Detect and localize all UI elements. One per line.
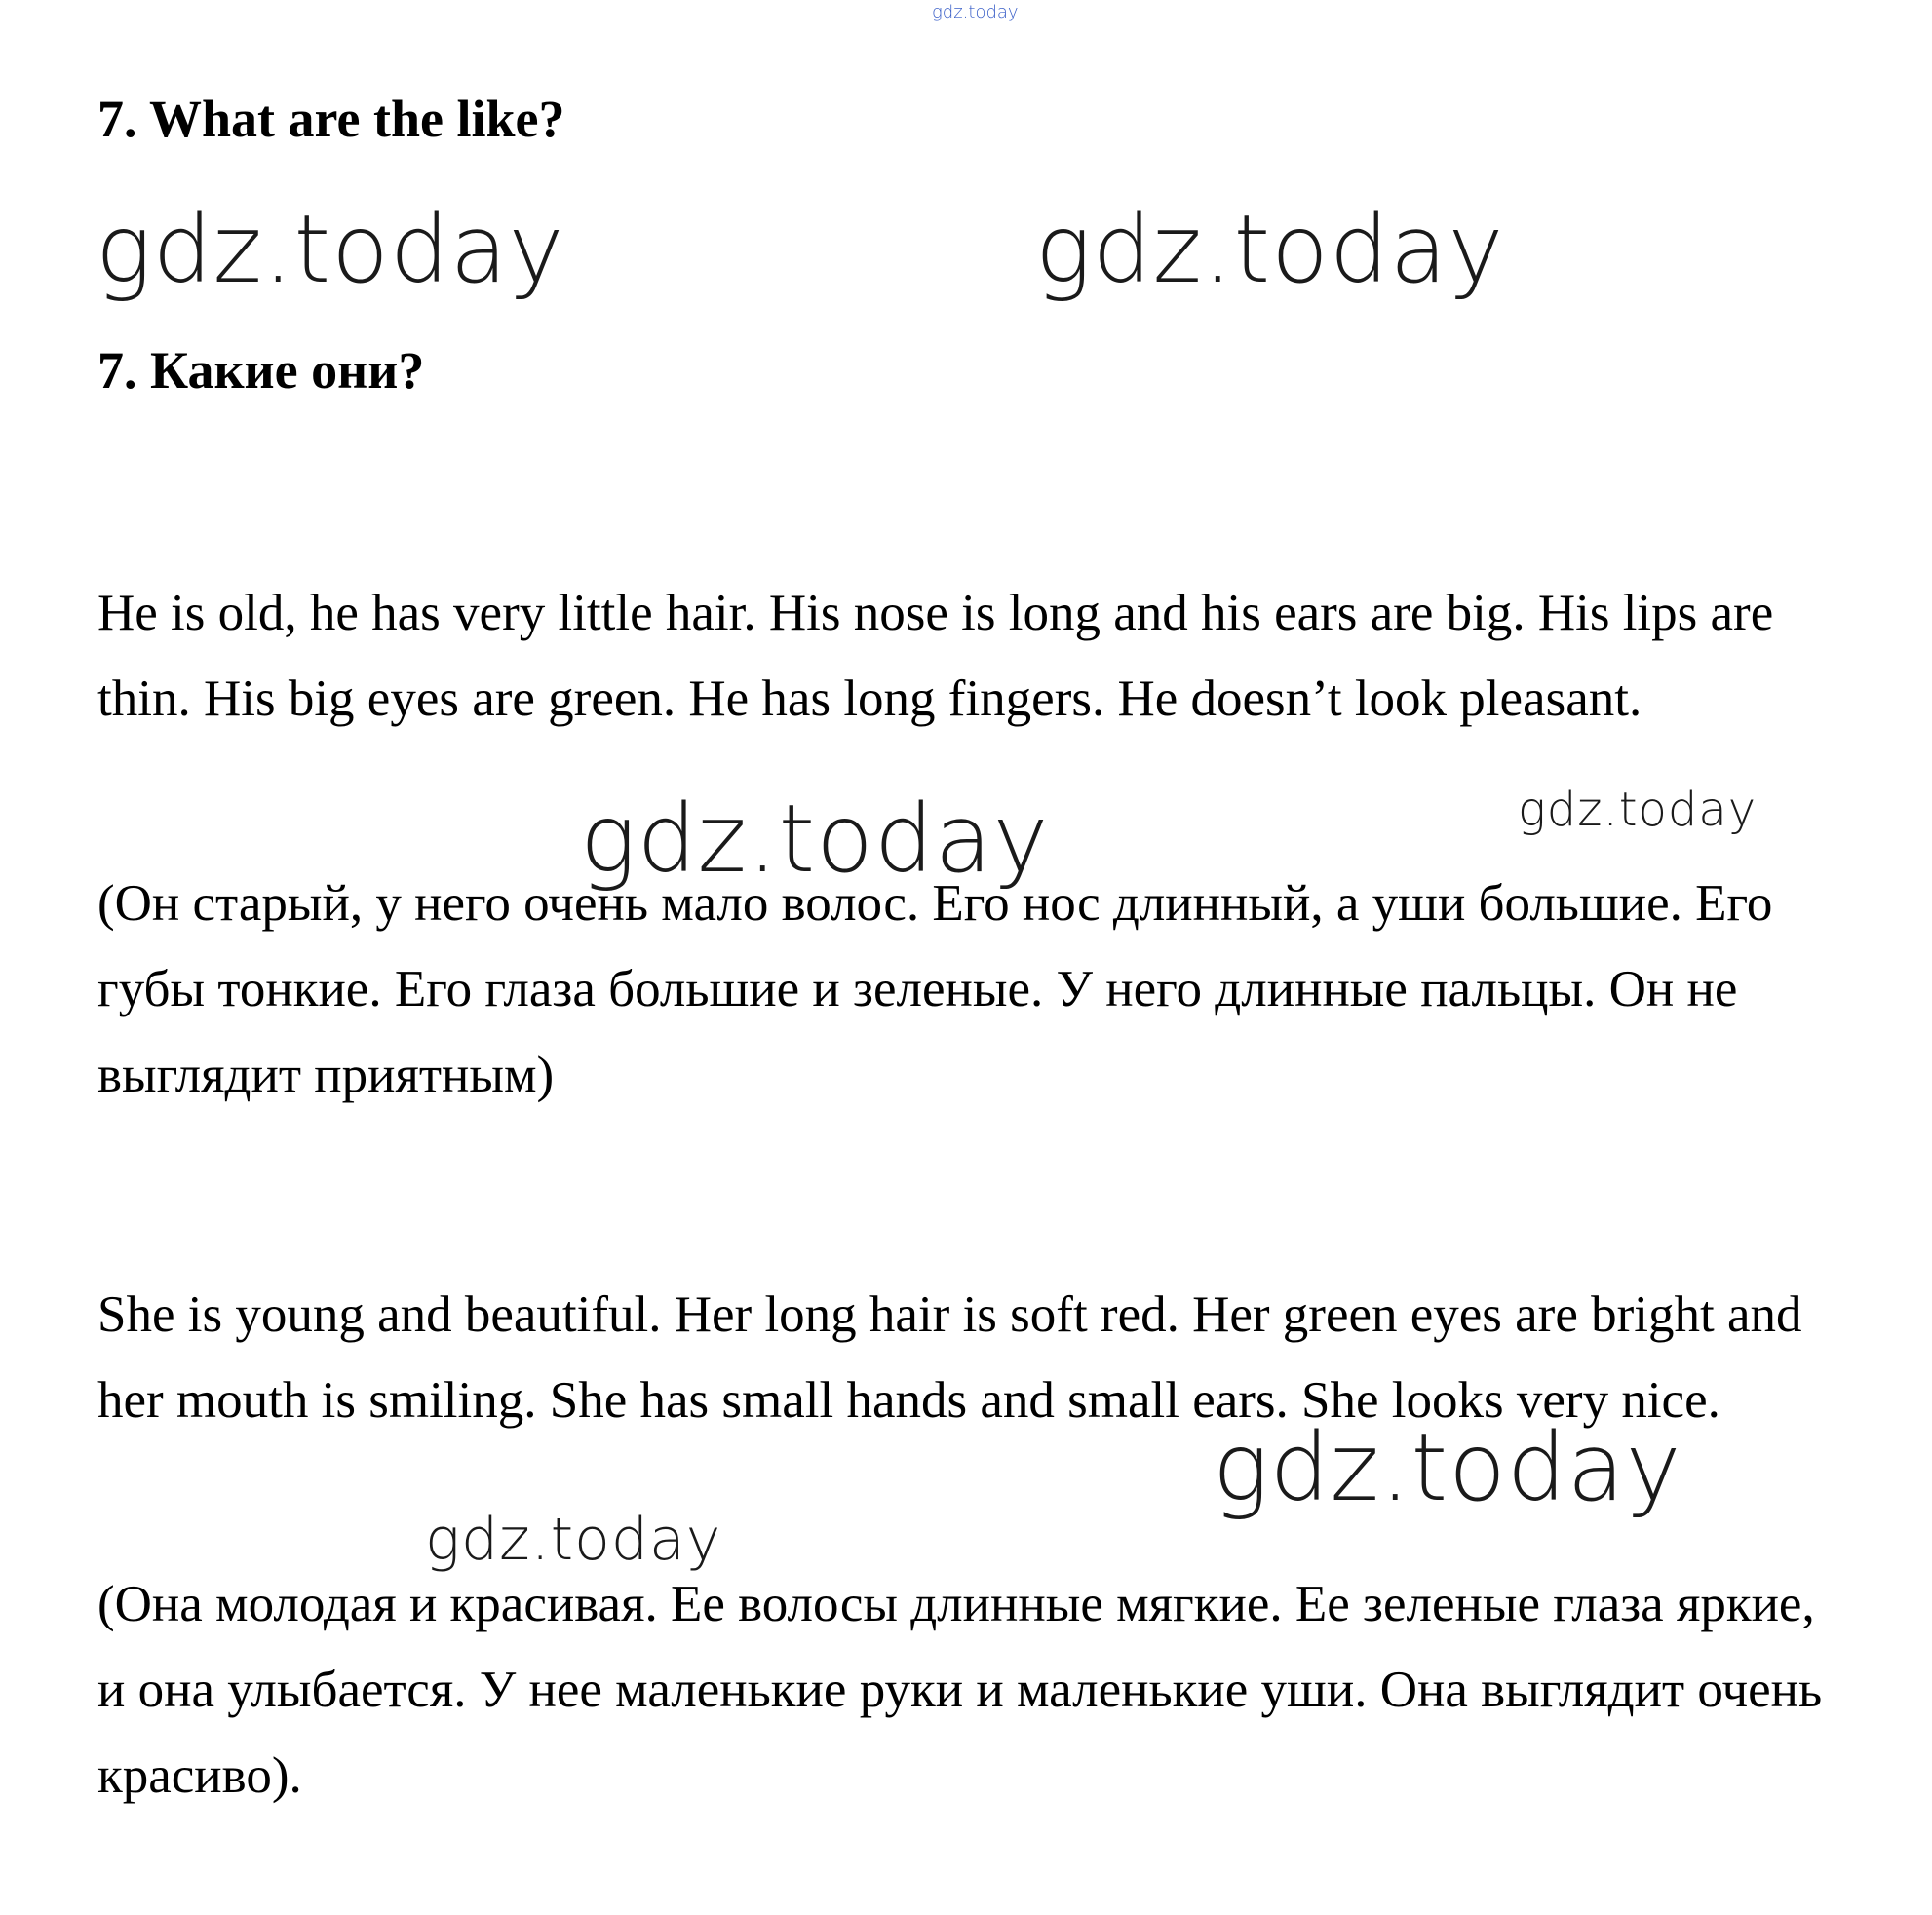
watermark: gdz.today — [96, 195, 565, 304]
answer-2-russian: (Она молодая и красивая. Ее волосы длинные мягкие. Ее зеленые глаза яркие, и она улыбается. У нее маленькие руки и маленькие уши. Она выглядит очень красиво). — [97, 1576, 1823, 1804]
task-heading-ru: 7. Какие они? — [97, 341, 425, 400]
watermark: gdz.today — [580, 785, 1050, 894]
answer-1-english: He is old, he has very little hair. His nose is long and his ears are big. His lips are thin. His big eyes are green. He has long fingers. He doesn’t look pleasant. — [97, 585, 1774, 727]
watermark: gdz.today — [425, 1506, 722, 1574]
watermark-top: gdz.today — [932, 2, 1019, 22]
watermark: gdz.today — [1518, 783, 1758, 837]
answer-2-english: She is young and beautiful. Her long hair is soft red. Her green eyes are bright and her mouth is smiling. She has small hands and small ears. She looks very nice. — [97, 1286, 1802, 1429]
watermark: gdz.today — [1035, 195, 1505, 304]
answer-1-russian: (Он старый, у него очень мало волос. Его нос длинный, а уши большие. Его губы тонкие. Его глаза большие и зеленые. У него длинные пальцы. Он не выглядит приятным) — [97, 875, 1773, 1103]
task-heading-en: 7. What are the like? — [97, 90, 565, 148]
watermark: gdz.today — [1213, 1413, 1682, 1522]
